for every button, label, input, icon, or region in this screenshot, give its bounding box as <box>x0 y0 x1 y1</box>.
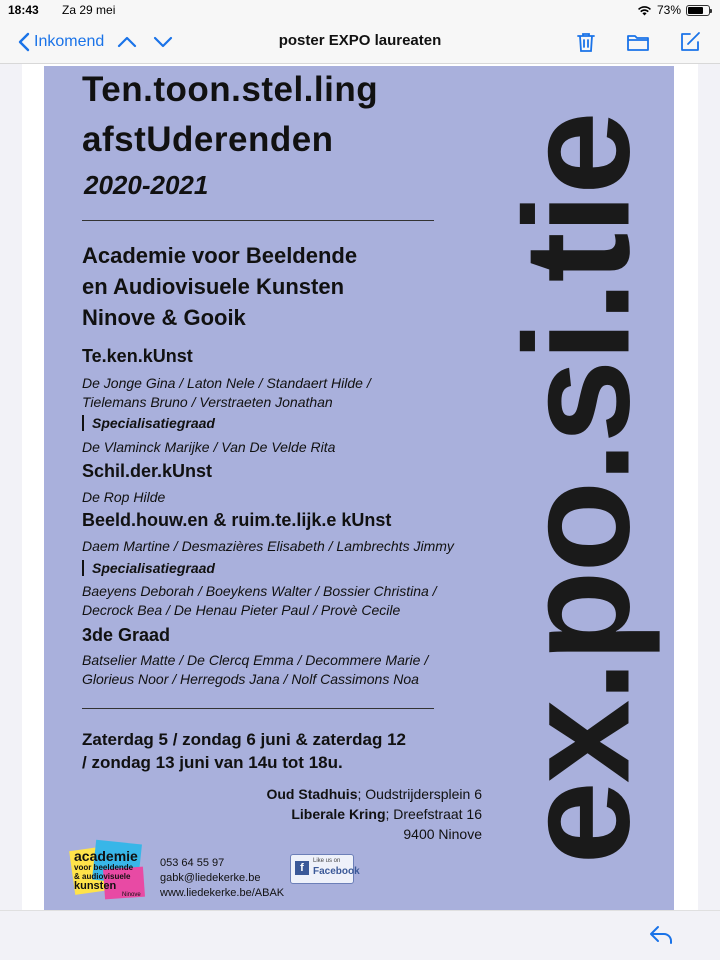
section-heading-beeldhouwen: Beeld.houw.en & ruim.te.lijk.e kUnst <box>82 510 392 530</box>
location-address: ; Oudstrijdersplein 6 <box>357 786 482 802</box>
poster-title-line1: Ten.toon.stel.ling <box>82 70 379 109</box>
trash-button[interactable] <box>574 30 598 54</box>
contact-phone: 053 64 55 97 <box>160 857 225 869</box>
location-line <box>194 824 482 844</box>
facebook-label: Facebook <box>313 866 360 877</box>
facebook-like-text: Like us on <box>313 858 341 864</box>
names-line: Daem Martine / Desmazières Elisabeth / Lambrechts Jimmy <box>82 538 454 554</box>
wifi-icon <box>637 5 652 16</box>
poster-locations <box>194 784 482 844</box>
section-heading-3de-graad: 3de Graad <box>82 625 171 645</box>
logo-text <box>74 850 138 892</box>
logo-text-line: & audiovisuele <box>74 872 131 881</box>
reply-icon <box>648 923 674 947</box>
move-folder-button[interactable] <box>626 30 650 54</box>
section-heading-tekenkunst: Te.ken.kUnst <box>82 346 193 366</box>
logo-text-line: kunsten <box>74 880 117 892</box>
location-name: Oud Stadhuis <box>266 786 358 802</box>
poster-contact <box>160 856 284 901</box>
status-date: Za 29 mei <box>62 3 116 17</box>
battery-icon <box>686 5 710 16</box>
chevron-down-icon <box>152 31 174 53</box>
contact-web: www.liedekerke.be/ABAK <box>160 887 285 899</box>
poster-image[interactable] <box>44 66 674 912</box>
vertical-title-text: ex.po.si.tie <box>492 113 661 865</box>
trash-icon <box>574 30 598 54</box>
poster-year: 2020-2021 <box>84 170 209 200</box>
location-name: Liberale Kring <box>291 806 386 822</box>
section-names <box>82 651 428 689</box>
academy-line: en Audiovisuele Kunsten <box>82 274 345 299</box>
back-button[interactable] <box>18 32 104 52</box>
status-right <box>637 3 710 17</box>
compose-button[interactable] <box>678 30 702 54</box>
names-line: Baeyens Deborah / Boeykens Walter / Bossier Christina / <box>82 583 437 599</box>
previous-message-button[interactable] <box>116 31 138 58</box>
section-names <box>82 537 454 556</box>
names-line: De Vlaminck Marijke / Van De Velde Rita <box>82 439 336 455</box>
names-line: Tielemans Bruno / Verstraeten Jonathan <box>82 394 333 410</box>
names-line: Glorieus Noor / Herregods Jana / Nolf Cassimons Noa <box>82 671 419 687</box>
battery-fill <box>688 7 703 14</box>
message-body <box>22 64 698 910</box>
message-subject: poster EXPO laureaten <box>278 32 442 49</box>
mail-navbar <box>0 22 720 64</box>
poster-dates <box>82 728 406 774</box>
reply-button[interactable] <box>648 923 674 952</box>
names-line: Batselier Matte / De Clercq Emma / Decommere Marie / <box>82 652 429 668</box>
section-heading-schilderkunst: Schil.der.kUnst <box>82 461 213 481</box>
dates-line: Zaterdag 5 / zondag 6 juni & zaterdag 12 <box>82 730 407 749</box>
section-names <box>82 438 335 457</box>
facebook-icon: f <box>295 861 309 875</box>
next-message-button[interactable] <box>152 31 174 58</box>
section-names <box>82 582 437 620</box>
section-names <box>82 488 165 507</box>
logo-text-line: academie <box>74 848 138 864</box>
poster-vertical-title <box>482 66 672 912</box>
names-line: De Jonge Gina / Laton Nele / Standaert Hilde / <box>82 375 371 391</box>
nav-actions <box>574 30 702 54</box>
dates-line: / zondag 13 juni van 14u tot 18u. <box>82 753 343 772</box>
status-bar <box>0 0 720 22</box>
location-line <box>194 784 482 804</box>
names-line: Decrock Bea / De Henau Pieter Paul / Provè Cecile <box>82 602 401 618</box>
facebook-badge <box>290 854 360 884</box>
logo-text-line: voor beeldende <box>74 863 134 872</box>
academy-line: Academie voor Beeldende <box>82 243 358 268</box>
poster-academy <box>82 240 357 333</box>
section-names <box>82 374 371 412</box>
academy-line: Ninove & Gooik <box>82 305 246 330</box>
contact-email: gabk@liedekerke.be <box>160 872 261 884</box>
poster-title-line2: afstUderenden <box>82 120 334 159</box>
location-address: ; Dreefstraat 16 <box>385 806 482 822</box>
back-label: Inkomend <box>34 33 105 50</box>
folder-icon <box>626 30 650 54</box>
chevron-up-icon <box>116 31 138 53</box>
status-time: 18:43 <box>8 3 39 17</box>
section-heading-specialisatiegraad: Specialisatiegraad <box>82 560 215 576</box>
names-line: De Rop Hilde <box>82 489 166 505</box>
academy-logo <box>72 842 152 902</box>
battery-percent: 73% <box>656 3 681 17</box>
section-heading-specialisatiegraad: Specialisatiegraad <box>82 415 215 431</box>
compose-icon <box>678 30 702 54</box>
chevron-left-icon <box>18 32 30 52</box>
bottom-toolbar <box>0 910 720 960</box>
logo-city: Ninove <box>122 892 141 898</box>
location-address: 9400 Ninove <box>403 826 482 842</box>
poster-divider <box>82 708 434 709</box>
location-line <box>194 804 482 824</box>
poster-divider <box>82 220 434 221</box>
